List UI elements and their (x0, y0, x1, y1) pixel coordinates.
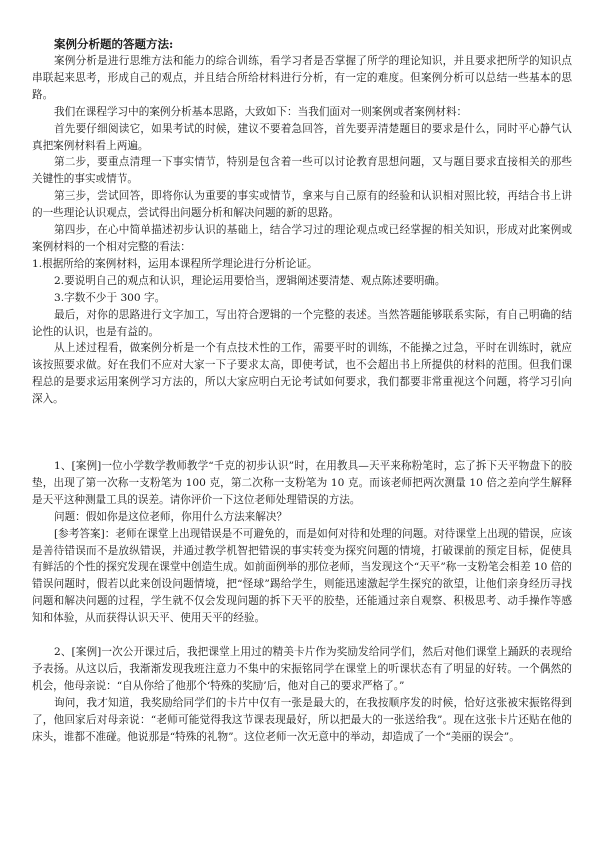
case-two-follow-up: 询问，我才知道，我奖励给同学们的卡片中仅有一张是最大的，在我按顺序发的时候，恰好这张被宋振铭得到了，他回家后对母亲说：“老师可能觉得我这节课表现最好，所以把最大的一张送给我”。现在这张卡片还贴在他的床头，谁都不准碰。他说那是“特殊的礼物”。这位老师一次无意中的举动，却造成了一个“美丽的误会”。 (32, 696, 572, 743)
intro-paragraph: 案例分析是进行思维方法和能力的综合训练，看学习者是否掌握了所学的理论知识，并且要求把所学的知识点串联起来思考，形成自己的观点，并且结合所给材料进行分析，有一定的难度。但案例分析可以总结一些基本的思路。 (32, 55, 572, 101)
case-one-text: 1、[案例]一位小学数学教师教学“千克的初步认识”时，在用教具—天平来称粉笔时，忘了拆下天平物盘下的胶垫，出现了第一次称一支粉笔为 100 克，第二次称一支粉笔为 10 克。而该老师把两次测量 10 倍之差向学生解释是天平这种测量工具的误差。请你评价一下这位老师处理错误的方法。 (32, 460, 572, 506)
case-two-text: 2、[案例]一次公开课过后，我把课堂上用过的精美卡片作为奖励发给同学们，然后对他们课堂上踊跃的表现给予表扬。从这以后，我渐渐发现我班注意力不集中的宋振铭同学在课堂上的听课状态有了明显的好转。一个偶然的机会，他母亲说：“自从你给了他那个‘特殊的奖励’后，他对自己的要求严格了。” (32, 646, 572, 692)
document-page (32, 36, 572, 746)
requirement-item: 2.要说明自己的观点和认识，理论运用要恰当，逻辑阐述要清楚、观点陈述要明确。 (54, 274, 446, 287)
step-one-paragraph: 首先要仔细阅读它，如果考试的时候，建议不要着急回答，首先要弄清楚题目的要求是什么，同时平心静气认真把案例材料看上两遍。 (32, 122, 572, 152)
closing-paragraph: 最后，对你的思路进行文字加工，写出符合逻辑的一个完整的表述。当然答题能够联系实际，有自己明确的结论性的认识，也是有益的。 (32, 308, 572, 338)
section-gap (32, 408, 572, 458)
step-four-paragraph: 第四步，在心中简单描述初步认识的基础上，结合学习过的理论观点或已经掌握的相关知识，形成对此案例或案例材料的一个相对完整的看法： (32, 224, 572, 253)
case-one-question: 问题：假如你是这位老师，你用什么方法来解决？ (54, 510, 288, 523)
requirement-item: 1.根据所给的案例材料，运用本课程所学理论进行分析论证。 (32, 257, 318, 270)
step-two-paragraph: 第二步，要重点清理一下事实情节，特别是包含着一些可以讨论教育思想问题，又与题目要求直接相关的那些关键性的事实或情节。 (32, 156, 572, 186)
section-title: 案例分析题的答题方法: (54, 37, 174, 51)
closing-paragraph: 从上述过程看，做案例分析是一个有点技术性的工作，需要平时的训练，不能操之过急，平时在训练时，就应该按照要求做。好在我们不应对大家一下子要求太高，即使考试，也不会超出书上所提供的材料的范围。但我们课程总的是要求运用案例学习方法的，所以大家应明白无论考试如何要求，我们都要非常重视这个问题，将学习引向深入。 (32, 342, 572, 406)
step-three-paragraph: 第三步，尝试回答，即将你认为重要的事实或情节，拿来与自己原有的经验和认识相对照比较，再结合书上讲的一些理论认识观点，尝试得出问题分析和解决问题的新的思路。 (32, 190, 572, 220)
case-one-answer: [参考答案]：老师在课堂上出现错误是不可避免的，而是如何对待和处理的问题。对待课堂上出现的错误，应该是善待错误而不是放纵错误，并通过教学机智把错误的事实转变为探究问题的情境，打破课前的预定目标，促使具有鲜活的个性的探究发现在课堂中创造生成。如前面例举的那位老师，当发现这个“天平”称一支粉笔会相差 10 倍的错误问题时，假若以此来创设问题情境，把“怪球”踢给学生，则能迅速激起学生探究的欲望，让他们亲身经历寻找问题和解决问题的过程，学生就不仅会发现问题的拆下天平的胶垫，还能通过亲自观察、积极思考、动手操作等感知和体验，从而获得认识天平、使用天平的经验。 (32, 527, 572, 625)
section-gap (32, 627, 572, 644)
requirement-item: 3.字数不少于 300 字。 (54, 291, 166, 304)
intro-paragraph: 我们在课程学习中的案例分析基本思路，大致如下：当我们面对一则案例或者案例材料： (54, 105, 468, 118)
